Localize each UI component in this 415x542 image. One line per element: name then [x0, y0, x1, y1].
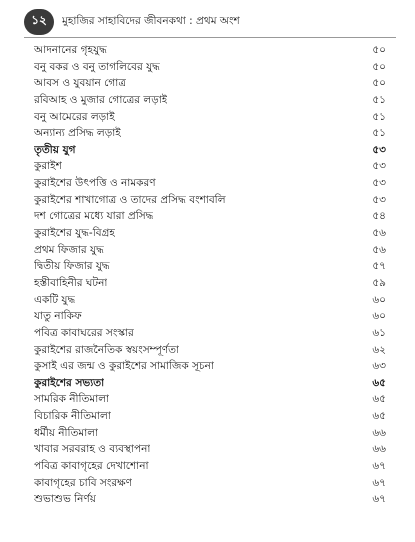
- toc-entry-page: ৫০: [372, 44, 386, 56]
- toc-entry: [34, 425, 386, 442]
- toc-entry: [34, 391, 386, 408]
- toc-entry: [34, 441, 386, 458]
- toc-entry-page: ৫১: [372, 127, 386, 140]
- toc-entry: [34, 358, 386, 375]
- toc-entry-page: ৫৪: [372, 210, 386, 223]
- toc-entry: [34, 275, 386, 292]
- toc-entry: [34, 375, 386, 392]
- toc-entry-page: ৫০: [372, 77, 386, 90]
- toc-entry-page: ৫১: [372, 110, 386, 123]
- toc-entry-title: একটি যুদ্ধ: [34, 293, 76, 306]
- toc-entry-page: ৬৫: [372, 376, 386, 389]
- toc-entry-page: ৫৬: [372, 227, 386, 240]
- toc-entry: [34, 142, 386, 159]
- toc-entry-title: বনু বকর ও বনু তাগলিবের যুদ্ধ: [34, 60, 160, 73]
- toc-entry: [34, 59, 386, 76]
- toc-entry-title: আদনানের গৃহযুদ্ধ: [34, 44, 107, 56]
- toc-entry: [34, 308, 386, 325]
- toc-entry-page: ৬৬: [372, 443, 386, 456]
- toc-entry-title: কুরাইশের সভ্যতা: [34, 376, 105, 389]
- toc-entry-page: ৫৩: [372, 160, 386, 173]
- toc-entry: [34, 175, 386, 192]
- toc-entry-title: বিচারিক নীতিমালা: [34, 410, 111, 423]
- table-of-contents: [34, 42, 386, 508]
- header-divider: [24, 37, 396, 38]
- toc-entry: [34, 342, 386, 359]
- toc-entry-page: ৬৭: [372, 460, 386, 473]
- toc-entry-title: অন্যান্য প্রসিদ্ধ লড়াই: [34, 127, 121, 140]
- toc-entry-page: ৬২: [372, 343, 386, 356]
- toc-entry: [34, 408, 386, 425]
- toc-entry: [34, 258, 386, 275]
- book-title: মুহাজির সাহাবিদের জীবনকথা : প্রথম অংশ: [62, 14, 240, 27]
- toc-entry-title: কুরাইশের রাজনৈতিক স্বয়ংসম্পূর্ণতা: [34, 343, 180, 356]
- toc-entry-title: প্রথম ফিজার যুদ্ধ: [34, 243, 104, 256]
- toc-entry: [34, 192, 386, 209]
- toc-entry-page: ৫১: [372, 93, 386, 106]
- toc-entry-page: ৫৬: [372, 243, 386, 256]
- toc-entry-page: ৬৩: [372, 360, 386, 373]
- toc-entry-title: কুরাইশের শাখাগোত্র ও তাদের প্রসিদ্ধ বংশাবলি: [34, 193, 226, 206]
- toc-entry-title: কুরাইশের উৎপত্তি ও নামকরণ: [34, 177, 156, 190]
- toc-entry-title: কুসাই এর জন্ম ও কুরাইশের সামাজিক সূচনা: [34, 360, 214, 373]
- toc-entry-page: ৫৩: [372, 193, 386, 206]
- toc-entry: [34, 125, 386, 142]
- toc-entry-title: বনু আমেরের লড়াই: [34, 110, 115, 123]
- toc-entry-page: ৫৭: [372, 260, 386, 273]
- toc-entry-title: রবিআহ ও মুজার গোত্রের লড়াই: [34, 93, 168, 106]
- page-header: [24, 8, 396, 36]
- toc-entry-title: তৃতীয় যুগ: [34, 143, 76, 156]
- toc-entry: [34, 158, 386, 175]
- toc-entry-title: কাবাগৃহের চাবি সংরক্ষণ: [34, 476, 132, 489]
- toc-entry-title: যাতু নাকিফ: [34, 310, 82, 323]
- toc-entry-title: কুরাইশ: [34, 160, 62, 173]
- toc-entry-title: খাবার সরবরাহ ও ব্যবস্থাপনা: [34, 443, 151, 456]
- toc-entry: [34, 92, 386, 109]
- toc-entry: [34, 42, 386, 59]
- toc-entry-title: দশ গোত্রের মধ্যে যারা প্রসিদ্ধ: [34, 210, 154, 223]
- toc-entry-page: ৬৭: [372, 476, 386, 489]
- toc-entry-page: ৬৫: [372, 393, 386, 406]
- toc-entry-page: ৫৯: [372, 276, 386, 289]
- toc-entry-title: পবিত্র কাবাগৃহের দেখাশোনা: [34, 460, 149, 473]
- toc-entry-title: শুভাশুভ নির্ণয়: [34, 493, 96, 506]
- toc-entry-page: ৬০: [372, 310, 386, 323]
- toc-entry-page: ৬৬: [372, 426, 386, 439]
- toc-entry-title: হস্তীবাহিনীর ঘটনা: [34, 276, 108, 289]
- toc-entry: [34, 75, 386, 92]
- toc-entry: [34, 325, 386, 342]
- toc-entry: [34, 292, 386, 309]
- toc-entry-page: ৬০: [372, 293, 386, 306]
- toc-entry-page: ৫০: [372, 60, 386, 73]
- toc-entry: [34, 208, 386, 225]
- toc-entry-title: সামরিক নীতিমালা: [34, 393, 110, 406]
- toc-entry-title: ধর্মীয় নীতিমালা: [34, 426, 99, 439]
- toc-entry: [34, 242, 386, 259]
- page-number-badge: ১২: [24, 9, 54, 35]
- toc-entry-title: পবিত্র কাবাঘরের সংস্কার: [34, 326, 134, 339]
- toc-entry: [34, 225, 386, 242]
- toc-entry-page: ৬৭: [372, 493, 386, 506]
- toc-entry: [34, 475, 386, 492]
- toc-entry-page: ৬৫: [372, 410, 386, 423]
- toc-entry: [34, 109, 386, 126]
- toc-entry: [34, 491, 386, 508]
- toc-entry-page: ৫৩: [372, 143, 386, 156]
- toc-entry-title: কুরাইশের যুদ্ধ-বিগ্রহ: [34, 227, 115, 240]
- toc-entry-page: ৬১: [372, 326, 386, 339]
- toc-entry-title: আবস ও যুবয়ান গোত্র: [34, 77, 127, 90]
- toc-entry-page: ৫৩: [372, 177, 386, 190]
- toc-entry-title: দ্বিতীয় ফিজার যুদ্ধ: [34, 260, 110, 273]
- toc-entry: [34, 458, 386, 475]
